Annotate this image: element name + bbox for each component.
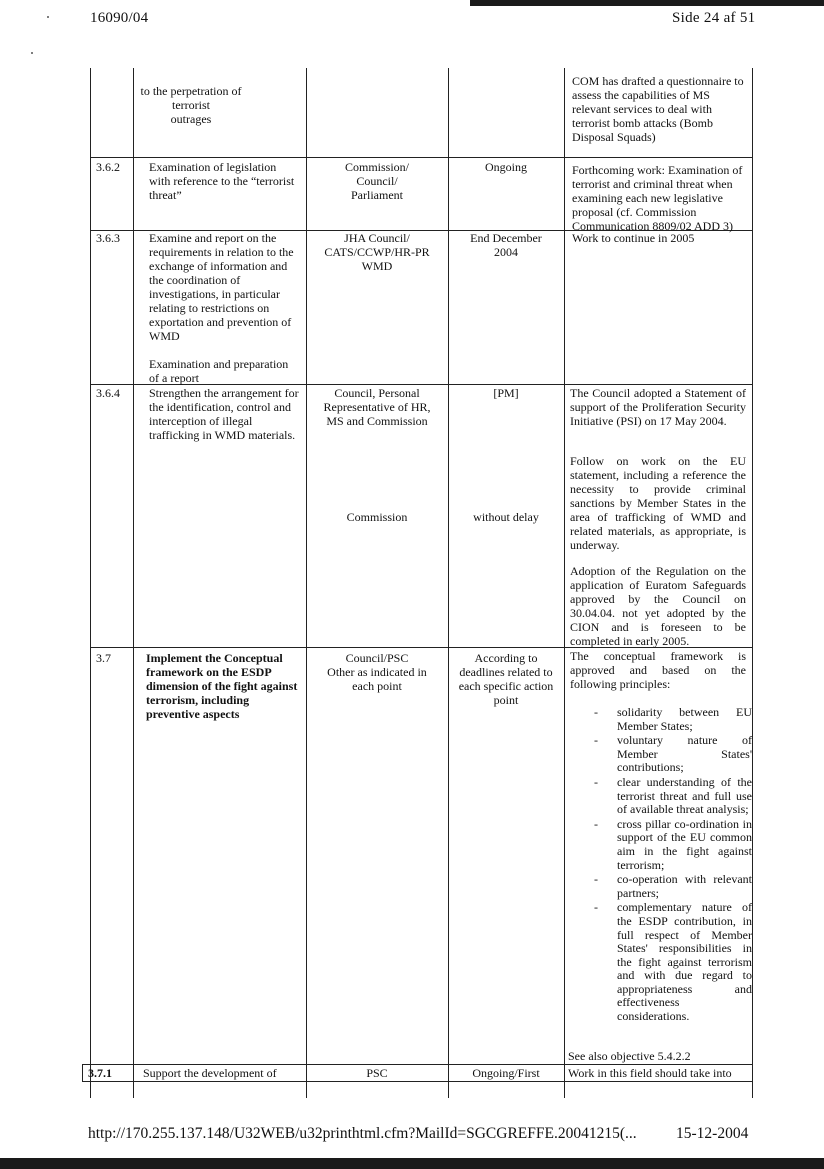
- scan-bottom-edge: [0, 1158, 824, 1169]
- deadline-text: Ongoing/First: [472, 1066, 540, 1080]
- status-text: Work to continue in 2005: [572, 231, 695, 245]
- column-divider: [564, 68, 565, 1098]
- item-number: 3.7.1: [88, 1066, 112, 1080]
- status-text: The Council adopted a Statement of support of the Proliferation Security Initiative (PSI) on 17 May 2004.: [570, 386, 746, 428]
- item-number: 3.6.3: [96, 231, 120, 245]
- row-divider: [82, 1081, 753, 1082]
- list-item: - clear understanding of the terrorist threat and full use of available threat analysis;: [594, 774, 752, 817]
- document-id: 16090/04: [90, 10, 149, 26]
- responsible-text: JHA Council/ CATS/CCWP/HR-PR WMD: [324, 231, 430, 273]
- status-text-secondary: Follow on work on the EU statement, including a reference the necessity to provide criminal sanctions by Member States in the area of trafficking of WMD and related materials, as appropriate, is underway.: [570, 454, 746, 552]
- status-text-tertiary: Adoption of the Regulation on the application of Euratom Safeguards approved by the Council on 30.04.04. not yet adopted by the CION and is foreseen to be completed in early 2005.: [570, 564, 746, 648]
- principles-list: [566, 706, 752, 1024]
- item-number: 3.7: [96, 651, 111, 665]
- objective-extra-text: Examination and preparation of a report: [149, 357, 289, 385]
- list-item: - cross pillar co-ordination in support of the EU common aim in the fight against terrorism;: [594, 816, 752, 872]
- list-item: - solidarity between EU Member States;: [594, 705, 752, 733]
- footer-date: 15-12-2004: [676, 1125, 749, 1142]
- objective-text: Examine and report on the requirements in relation to the exchange of information and the coordination of investigations, in particular relating to restrictions on exportation and prevention of WMD: [149, 231, 294, 343]
- column-divider: [306, 68, 307, 1098]
- list-item: - voluntary nature of Member States' contributions;: [594, 733, 752, 775]
- objective-text: Examination of legislation with reference to the “terrorist threat”: [149, 160, 295, 202]
- deadline-text: [PM]: [493, 386, 519, 400]
- page-number: Side 24 af 51: [672, 10, 756, 26]
- list-item: - complementary nature of the ESDP contribution, in full respect of Member States' responsibilities in the fight against terrorism and with due regard to appropriateness and effectiveness considerations.: [594, 900, 752, 1024]
- scan-speck: [47, 16, 49, 18]
- scan-speck: [31, 52, 33, 54]
- deadline-text: Ongoing: [485, 160, 527, 174]
- row-divider: [90, 157, 753, 158]
- status-text: The conceptual framework is approved and based on the following principles:: [570, 649, 746, 691]
- row-divider: [82, 1064, 753, 1065]
- responsible-text: Commission/ Council/ Parliament: [344, 160, 409, 202]
- deadline-text-secondary: without delay: [473, 510, 539, 524]
- deadline-text: End December 2004: [470, 231, 542, 259]
- table-border-left: [90, 68, 91, 1098]
- objective-text: to the perpetration of terrorist outrages: [140, 84, 242, 126]
- footer-url: http://170.255.137.148/U32WEB/u32printhtml.cfm?MailId=SGCGREFFE.20041215(...: [88, 1125, 637, 1142]
- responsible-text-secondary: Commission: [346, 510, 408, 524]
- scan-top-edge: [470, 0, 824, 6]
- objective-text: Implement the Conceptual framework on the ESDP dimension of the fight against terrorism, including preventive aspects: [146, 651, 298, 721]
- column-divider: [133, 68, 134, 1098]
- column-divider: [448, 68, 449, 1098]
- deadline-text: According to deadlines related to each specific action point: [458, 651, 554, 707]
- see-also-note: See also objective 5.4.2.2: [568, 1049, 691, 1063]
- responsible-text: Council/PSC Other as indicated in each point: [327, 651, 427, 693]
- row-marker: [82, 1064, 83, 1082]
- objective-text: Strengthen the arrangement for the identification, control and interception of illegal trafficking in WMD materials.: [149, 386, 299, 442]
- status-text: Work in this field should take into: [568, 1066, 732, 1080]
- table-border-right: [752, 68, 753, 1098]
- responsible-text: PSC: [366, 1066, 388, 1080]
- status-text: COM has drafted a questionnaire to assess the capabilities of MS relevant services to deal with terrorist bomb attacks (Bomb Disposal Squads): [572, 74, 744, 144]
- objective-text: Support the development of: [143, 1066, 277, 1080]
- item-number: 3.6.2: [96, 160, 120, 174]
- list-item: - co-operation with relevant partners;: [594, 872, 752, 900]
- status-text: Forthcoming work: Examination of terrorist and criminal threat when examining each new legislative proposal (cf. Commission Communication 8809/02 ADD 3): [572, 163, 743, 233]
- item-number: 3.6.4: [96, 386, 120, 400]
- responsible-text: Council, Personal Representative of HR, MS and Commission: [323, 386, 431, 428]
